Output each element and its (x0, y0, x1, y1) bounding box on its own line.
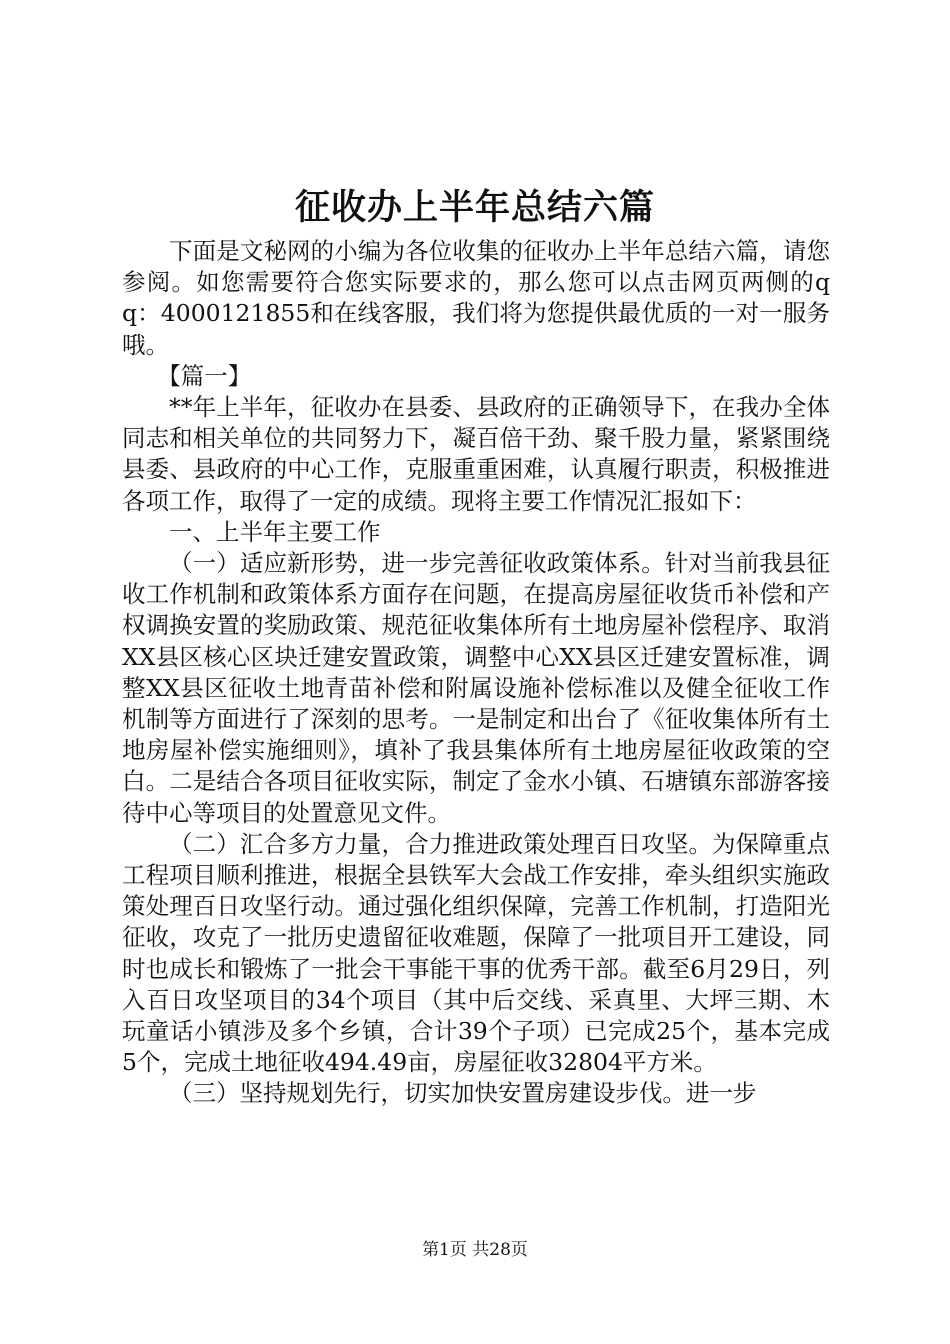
body-paragraph: （二）汇合多方力量，合力推进政策处理百日攻坚。为保障重点工程项目顺利推进，根据全县铁军大会战工作安排，牵头组织实施政策处理百日攻坚行动。通过强化组织保障，完善工作机制，打造阳光征收，攻克了一批历史遗留征收难题，保障了一批项目开工建设，同时也成长和锻炼了一批会干事能干事的优秀干部。截至6月29日，列入百日攻坚项目的34个项目（其中后交线、采真里、大坪三期、木玩童话小镇涉及多个乡镇，合计39个子项）已完成25个，基本完成5个，完成土地征收494.49亩，房屋征收32804平方米。 (122, 829, 830, 1077)
body-paragraph: （一）适应新形势，进一步完善征收政策体系。针对当前我县征收工作机制和政策体系方面存在问题，在提高房屋征收货币补偿和产权调换安置的奖励政策、规范征收集体所有土地房屋补偿程序、取消XX县区核心区块迁建安置政策，调整中心XX县区迁建安置标准，调整XX县区征收土地青苗补偿和附属设施补偿标准以及健全征收工作机制等方面进行了深刻的思考。一是制定和出台了《征收集体所有土地房屋补偿实施细则》，填补了我县集体所有土地房屋征收政策的空白。二是结合各项目征收实际，制定了金水小镇、石塘镇东部游客接待中心等项目的处置意见文件。 (122, 549, 830, 827)
document-body (122, 236, 830, 1110)
body-paragraph: **年上半年，征收办在县委、县政府的正确领导下，在我办全体同志和相关单位的共同努力下，凝百倍干劲、聚千股力量，紧紧围绕县委、县政府的中心工作，克服重重困难，认真履行职责，积极推进各项工作，取得了一定的成绩。现将主要工作情况汇报如下： (122, 393, 830, 515)
page-number-footer: 第1页 共28页 (422, 1240, 528, 1260)
section-heading: 一、上半年主要工作 (169, 517, 381, 546)
body-paragraph: （三）坚持规划先行，切实加快安置房建设步伐。进一步 (169, 1079, 757, 1108)
section-heading-part-one: 【篇一】 (157, 361, 252, 390)
document-title: 征收办上半年总结六篇 (294, 187, 655, 228)
intro-paragraph: 下面是文秘网的小编为各位收集的征收办上半年总结六篇，请您参阅。如您需要符合您实际要求的，那么您可以点击网页两侧的qq：4000121855和在线客服，我们将为您提供最优质的一对一服务哦。 (122, 237, 830, 359)
